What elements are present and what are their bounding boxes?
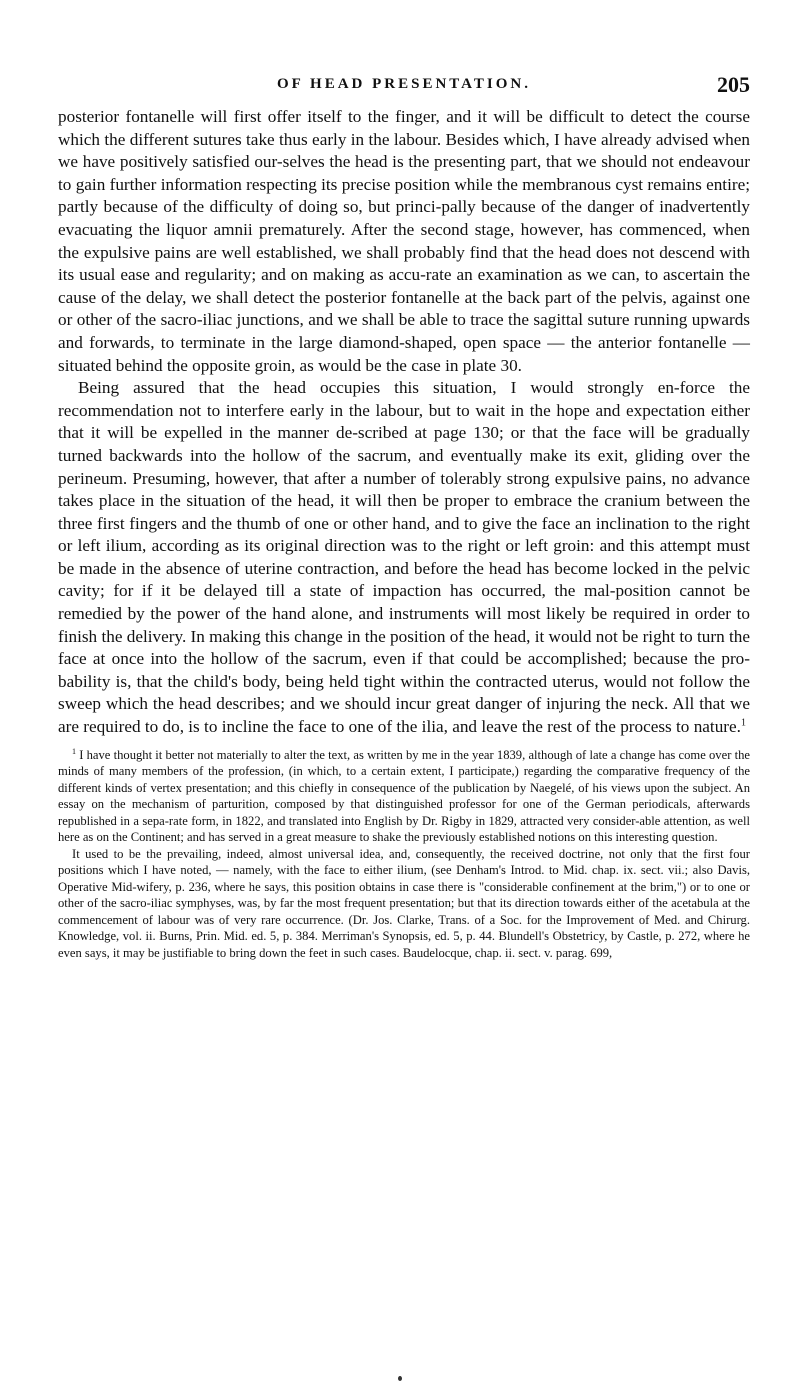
main-text [58, 106, 750, 739]
page-header [58, 72, 750, 100]
footnote-mark: 1 [72, 746, 76, 756]
paragraph-2-text: Being assured that the head occupies this situation, I would strongly en-force the recommendation not to interfere early in the labour, but to wait in the hope and expectation either that it will be expelled in the manner de-scribed at page 130; or that the face will be gradually turned backwards into the hollow of the sacrum, and eventually make its exit, gliding over the perineum. Presuming, however, that after a number of tolerably strong expulsive pains, no advance takes place in the situation of the head, it will then be proper to embrace the cranium between the three first fingers and the thumb of one or other hand, and to give the face an inclination to the right or left ilium, according as its original direction was to the right or left groin: and this attempt must be made in the absence of uterine contraction, and before the head has become locked in the pelvic cavity; for if it be delayed till a state of impaction has occurred, the mal-position cannot be remedied by the power of the hand alone, and instruments will most likely be required in order to finish the delivery. In making this change in the position of the head, it would not be right to turn the face at once into the hollow of the sacrum, even if that could be accomplished; because the pro-bability is, that the child's body, being held tight within the contracted uterus, would not follow the sweep which the head describes; and we should incur great danger of injuring the neck. All that we are required to do, is to incline the face to one of the ilia, and leave the rest of the process to nature. [58, 378, 750, 737]
footnote-1-text-2: It used to be the prevailing, indeed, almost universal idea, and, consequently, the received doctrine, not only that the first four positions which I have noted, — namely, with the face to either ilium, (see Denham's Introd. to Mid. chap. ix. sect. vii.; also Davis, Operative Mid-wifery, p. 236, where he says, this position obtains in case there is "considerable confinement at the brim,") or to one or other of the sacro-iliac symphyses, was, by far the most frequent presentation; but that its direction towards either of the acetabula at the commencement of labour was of very rare occurrence. (Dr. Jos. Clarke, Trans. of a Soc. for the Improvement of Med. and Chirurg. Knowledge, vol. ii. Burns, Prin. Mid. ed. 5, p. 384. Merriman's Synopsis, ed. 5, p. 44. Blundell's Obstetricy, by Castle, p. 272, where he even says, it may be justifiable to bring down the feet in such cases. Baudelocque, chap. ii. sect. v. parag. 699, [58, 846, 750, 960]
footnote-1-text-1: I have thought it better not materially to alter the text, as written by me in the year 1839, although of late a change has come over the minds of many members of the profession, (in which, to a certain extent, I participate,) regarding the comparative frequency of the different kinds of vertex presentation; and this chiefly in consequence of the publication by Naegelé, of his views upon the subject. An essay on the mechanism of parturition, composed by that distinguished professor for one of the German periodicals, afterwards republished in a sepa-rate form, in 1822, and translated into English by Dr. Rigby in 1829, attracted very consider-able attention, as well here as on the Continent; and has served in a great measure to shake the previously established notions on this interesting question. [58, 747, 750, 845]
footnote-reference: 1 [740, 717, 746, 729]
running-title: OF HEAD PRESENTATION. [277, 76, 531, 92]
book-page [58, 72, 750, 961]
footnote-1-para-2 [58, 846, 750, 962]
ink-dot-mark [398, 1376, 402, 1381]
footnotes [58, 747, 750, 962]
page-number: 205 [717, 72, 750, 97]
paragraph-1 [58, 106, 750, 377]
footnote-1-para-1 [58, 747, 750, 846]
paragraph-2 [58, 377, 750, 739]
paragraph-1-text: posterior fontanelle will first offer itself to the finger, and it will be difficult to detect the course which the different sutures take thus early in the labour. Besides which, I have already advised when we have positively satisfied our-selves the head is the presenting part, that we should not endeavour to gain further information respecting its precise position while the membranous cyst remains entire; partly because of the difficulty of doing so, but princi-pally because of the danger of inadvertently evacuating the liquor amnii prematurely. After the second stage, however, has commenced, when the expulsive pains are well established, we shall probably find that the head does not descend with its usual ease and regularity; and on making as accu-rate an examination as we can, to ascertain the cause of the delay, we shall detect the posterior fontanelle at the back part of the pelvis, against one or other of the sacro-iliac junctions, and we shall be able to trace the sagittal suture running upwards and forwards, to terminate in the large diamond-shaped, open space — the anterior fontanelle — situated behind the opposite groin, as would be the case in plate 30. [58, 107, 750, 375]
